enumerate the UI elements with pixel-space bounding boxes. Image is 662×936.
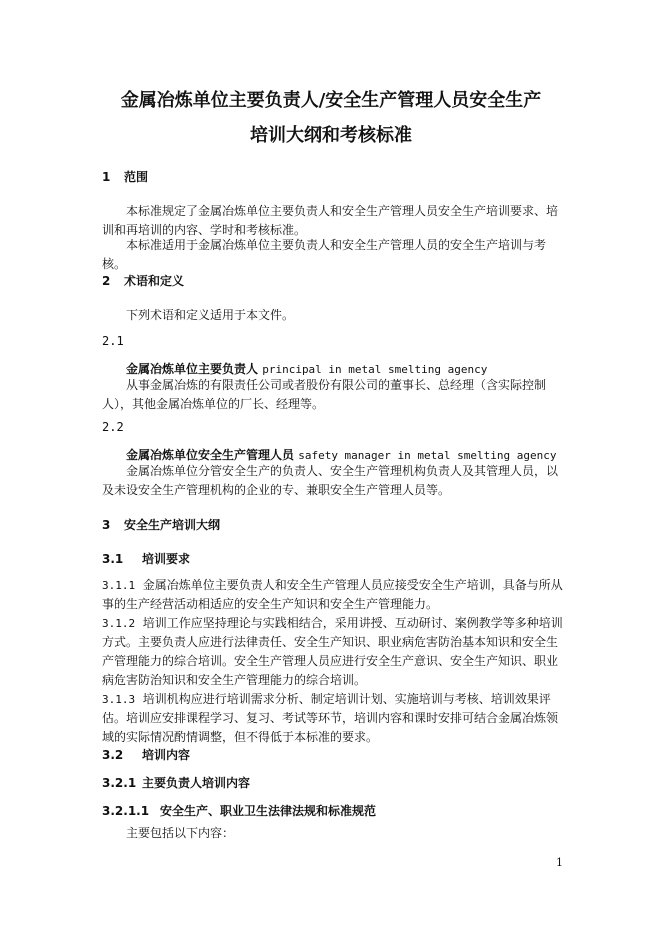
definition-2-1-text: 从事金属冶炼的有限责任公司或者股份有限公司的董事长、总经理（含实际控制人），其他金属冶炼单位的厂长、经理等。 — [102, 378, 547, 411]
section-2-title: 术语和定义 — [124, 274, 185, 288]
clause-3-1-3-number: 3.1.3 — [102, 693, 136, 706]
section-2-number: 2 — [102, 274, 111, 288]
definition-2-1-term-zh: 金属冶炼单位主要负责人 — [126, 362, 259, 376]
definition-2-2-number: 2.2 — [102, 420, 124, 434]
section-3-number: 3 — [102, 518, 111, 532]
clause-3-1-2 — [102, 614, 564, 690]
section-3-2-title: 培训内容 — [142, 748, 191, 762]
definition-2-1-term-en: principal in metal smelting agency — [262, 363, 488, 376]
definition-2-2-term — [126, 446, 556, 463]
section-3-2-number: 3.2 — [102, 748, 124, 762]
document-title-line2: 培训大纲和考核标准 — [250, 125, 412, 146]
section-1-number: 1 — [102, 170, 111, 184]
section-1-paragraph-2: 本标准适用于金属冶炼单位主要负责人和安全生产管理人员的安全生产培训与考核。 — [102, 238, 547, 271]
clause-3-1-1 — [102, 576, 564, 614]
page-number: 1 — [556, 856, 563, 869]
clause-3-1-2-number: 3.1.2 — [102, 617, 136, 630]
section-2-paragraph-1: 下列术语和定义适用于本文件。 — [126, 308, 295, 322]
definition-2-1-number: 2.1 — [102, 334, 124, 348]
section-3-1-heading — [102, 550, 190, 567]
section-1-heading — [102, 168, 148, 185]
section-3-heading — [102, 516, 220, 533]
section-3-2-1-1-title: 安全生产、职业卫生法律法规和标准规范 — [160, 804, 377, 818]
section-2-heading — [102, 272, 184, 289]
document-title-line1: 金属冶炼单位主要负责人/安全生产管理人员安全生产 — [120, 90, 542, 111]
section-3-1-title: 培训要求 — [142, 552, 191, 566]
definition-2-2-term-en: safety manager in metal smelting agency — [298, 449, 557, 462]
section-1-paragraph-1: 本标准规定了金属冶炼单位主要负责人和安全生产管理人员安全生产培训要求、培训和再培训的内容、学时和考核标准。 — [102, 204, 559, 237]
section-3-2-1-heading — [102, 774, 250, 791]
section-3-2-heading — [102, 746, 190, 763]
clause-3-1-3 — [102, 690, 564, 747]
section-3-2-1-1-paragraph: 主要包括以下内容： — [126, 826, 235, 840]
clause-3-1-3-text: 培训机构应进行培训需求分析、制定培训计划、实施培训与考核、培训效果评估。培训应安排课程学习、复习、考试等环节，培训内容和课时安排可结合金属冶炼领域的实际情况酌情调整，但不得低于本标准的要求。 — [102, 692, 559, 744]
section-3-2-1-1-number: 3.2.1.1 — [102, 804, 150, 818]
clause-3-1-2-text: 培训工作应坚持理论与实践相结合，采用讲授、互动研讨、案例教学等多种培训方式。主要负责人应进行法律责任、安全生产知识、职业病危害防治基本知识和安全生产管理能力的综合培训。安全生产管理人员应进行安全生产意识、安全生产知识、职业病危害防治知识和安全生产管理能力的综合培训。 — [102, 616, 563, 687]
section-3-1-number: 3.1 — [102, 552, 124, 566]
section-3-2-1-1-heading — [102, 802, 376, 819]
section-1-title: 范围 — [124, 170, 149, 184]
section-3-2-1-title: 主要负责人培训内容 — [142, 776, 251, 790]
clause-3-1-1-number: 3.1.1 — [102, 579, 136, 592]
section-3-2-1-number: 3.2.1 — [102, 776, 137, 790]
clause-3-1-1-text: 金属冶炼单位主要负责人和安全生产管理人员应接受安全生产培训，具备与所从事的生产经营活动相适应的安全生产知识和安全生产管理能力。 — [102, 578, 563, 611]
definition-2-1-term — [126, 360, 487, 377]
definition-2-2-term-zh: 金属冶炼单位安全生产管理人员 — [126, 448, 295, 462]
section-3-title: 安全生产培训大纲 — [124, 518, 221, 532]
definition-2-2-text: 金属冶炼单位分管安全生产的负责人、安全生产管理机构负责人及其管理人员，以及未设安全生产管理机构的企业的专、兼职安全生产管理人员等。 — [102, 464, 559, 497]
